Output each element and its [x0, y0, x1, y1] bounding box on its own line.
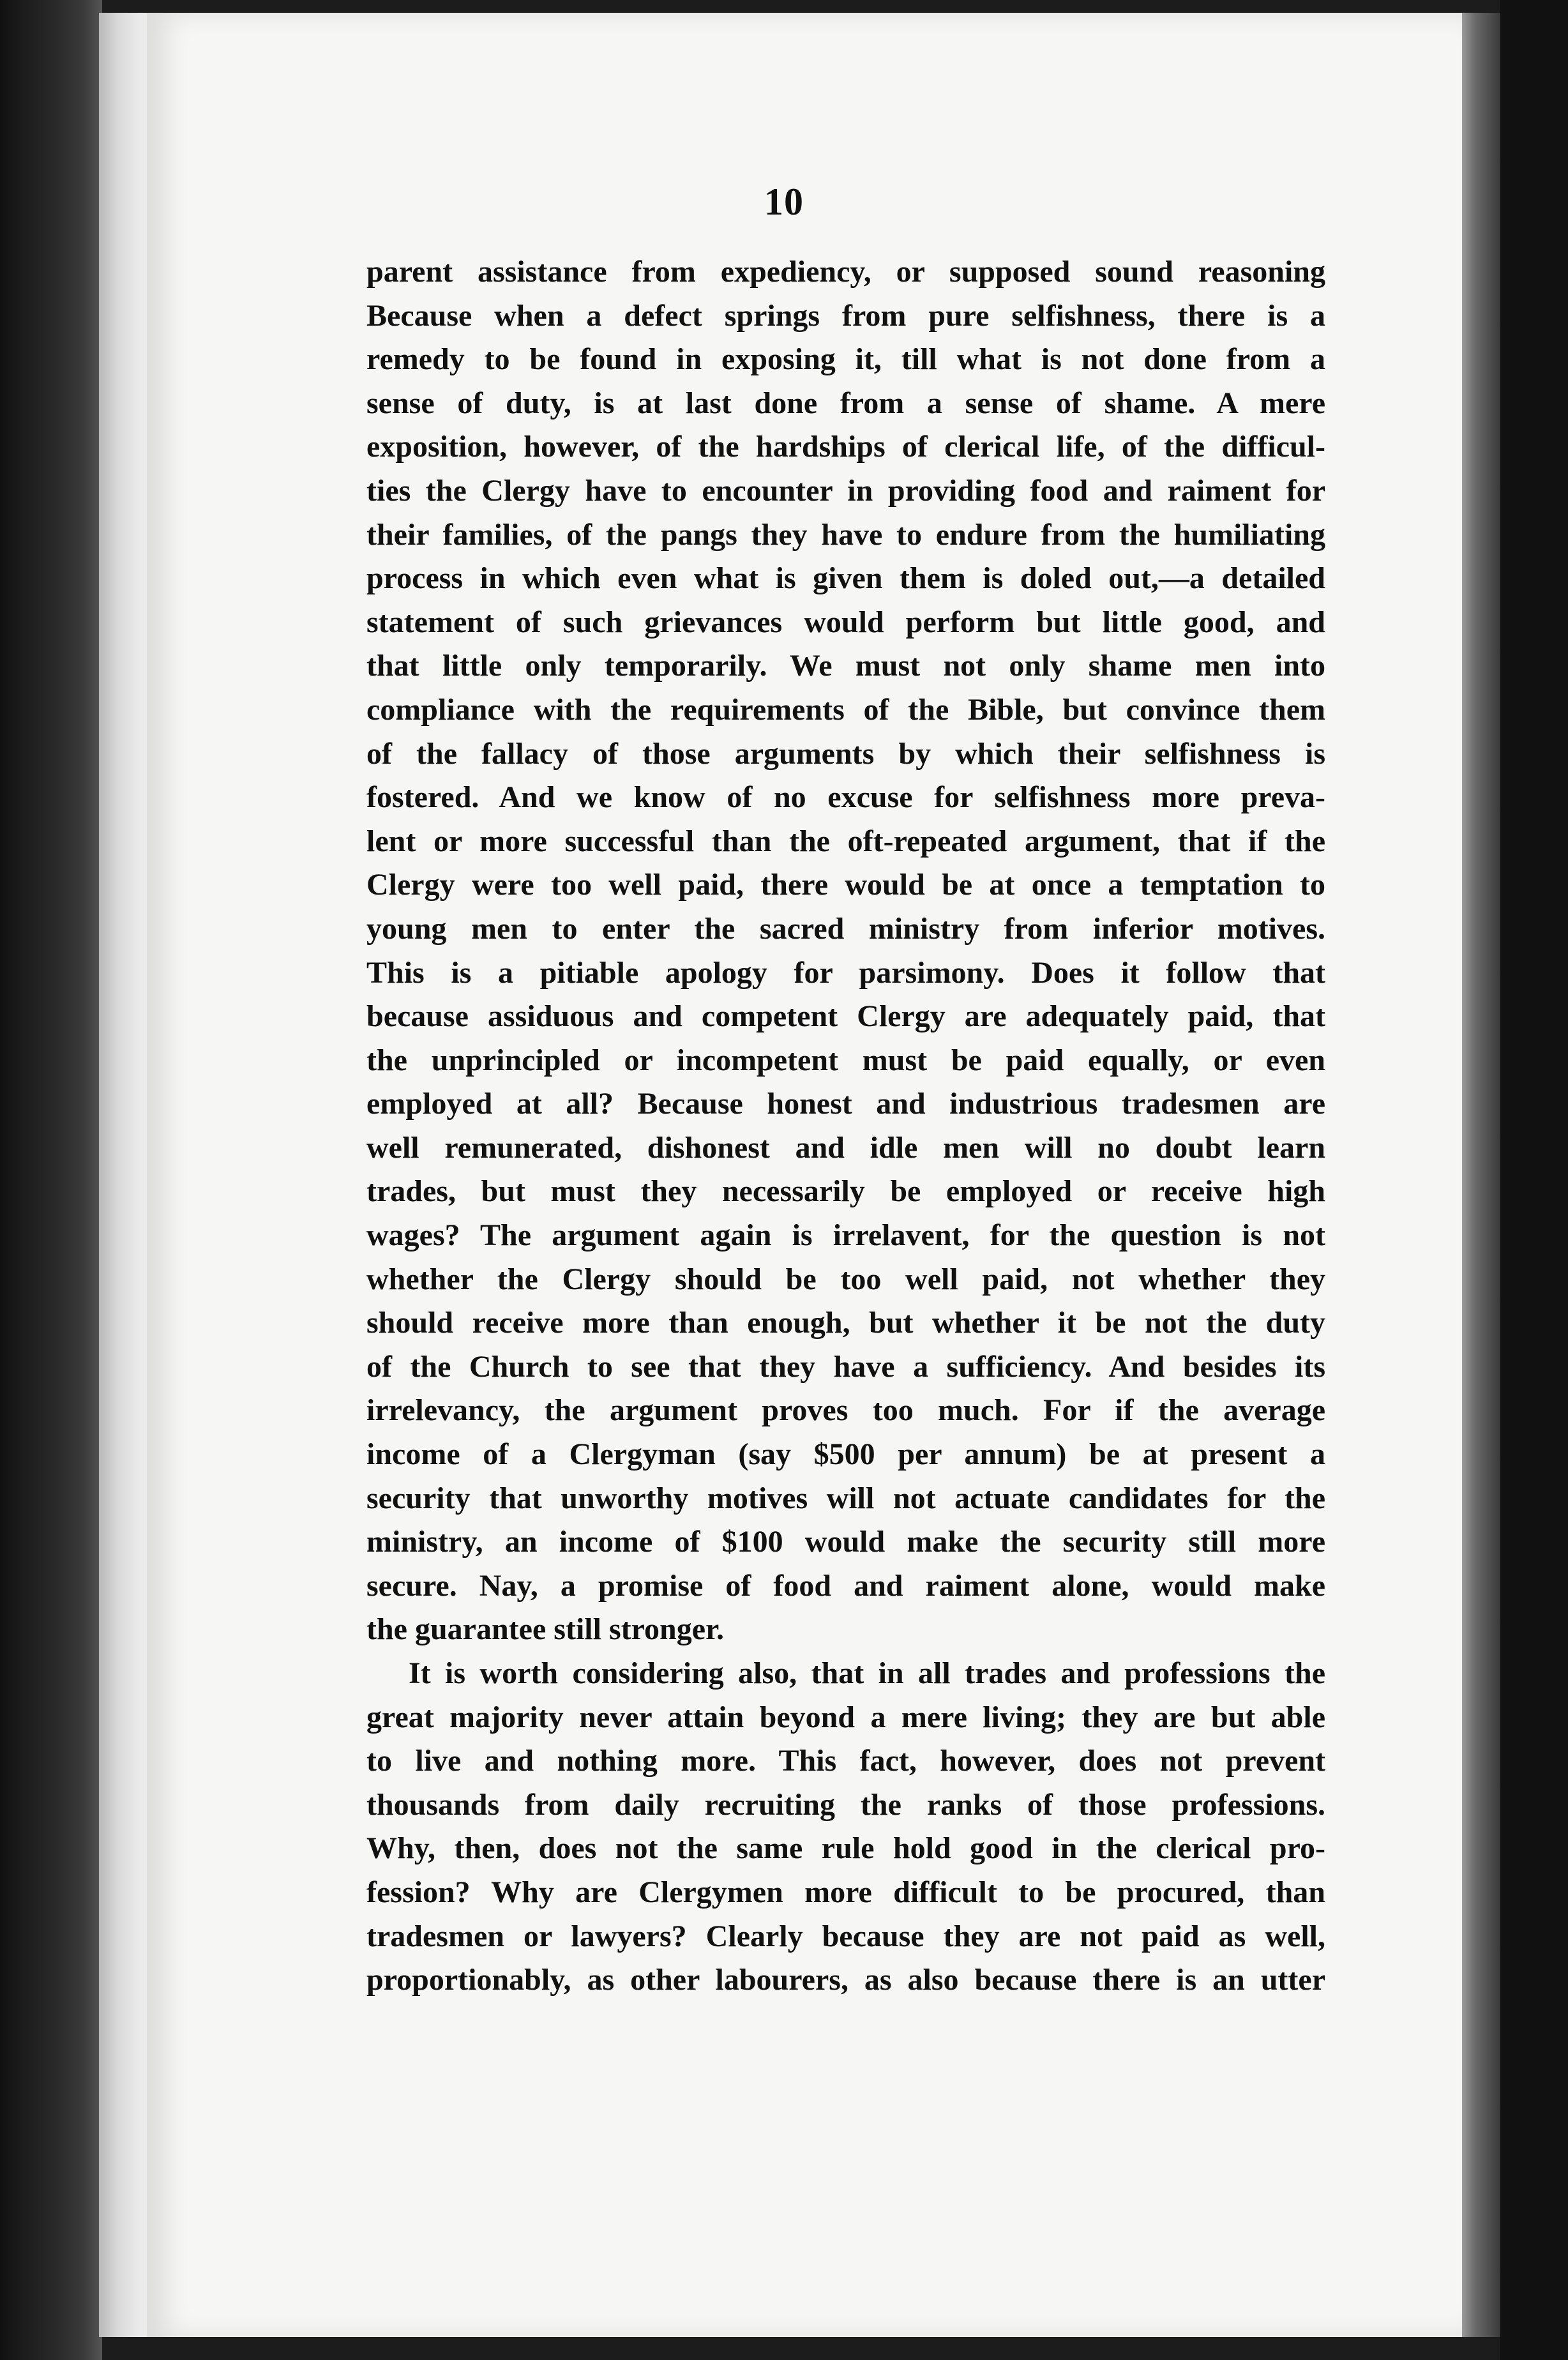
text-line: Because when a defect springs from pure selfishness, there is a — [366, 298, 1325, 333]
paragraph-start-line: It is worth considering also, that in all trades and professions the — [409, 1656, 1325, 1690]
text-line: ministry, an income of $100 would make the security still more — [366, 1525, 1325, 1559]
paragraph-end-line: the guarantee still stronger. — [366, 1612, 724, 1647]
text-line: employed at all? Because honest and industrious tradesmen are — [366, 1087, 1325, 1121]
text-line: because assiduous and competent Clergy are adequately paid, that — [366, 999, 1325, 1034]
text-line: of the Church to see that they have a sufficiency. And besides its — [366, 1349, 1325, 1384]
text-line: fession? Why are Clergymen more difficult to be procured, than — [366, 1875, 1325, 1909]
text-line: whether the Clergy should be too well paid, not whether they — [366, 1262, 1325, 1296]
page-right-edge — [1462, 13, 1500, 2337]
text-line: their families, of the pangs they have to endure from the humiliating — [366, 517, 1325, 552]
text-line: should receive more than enough, but whether it be not the duty — [366, 1306, 1325, 1340]
text-line: fostered. And we know of no excuse for selfishness more preva- — [366, 780, 1325, 815]
text-line: statement of such grievances would perform but little good, and — [366, 605, 1325, 639]
text-line: secure. Nay, a promise of food and raiment alone, would make — [366, 1568, 1325, 1603]
text-line: proportionably, as other labourers, as also because there is an utter — [366, 1963, 1325, 1997]
text-line: the unprincipled or incompetent must be paid equally, or even — [366, 1043, 1325, 1077]
text-line: ties the Clergy have to encounter in providing food and raiment for — [366, 473, 1325, 508]
text-line: well remunerated, dishonest and idle men will no doubt learn — [366, 1130, 1325, 1165]
text-line: income of a Clergyman (say $500 per annum) be at present a — [366, 1437, 1325, 1472]
text-line: parent assistance from expediency, or supposed sound reasoning — [366, 255, 1325, 289]
text-line: compliance with the requirements of the Bible, but convince them — [366, 692, 1325, 727]
text-line: process in which even what is given them is doled out,—a detailed — [366, 561, 1325, 596]
text-line: to live and nothing more. This fact, however, does not prevent — [366, 1744, 1325, 1778]
text-line: security that unworthy motives will not actuate candidates for the — [366, 1481, 1325, 1515]
text-line: Why, then, does not the same rule hold good in the clerical pro- — [366, 1831, 1325, 1866]
text-line: that little only temporarily. We must not only shame men into — [366, 649, 1325, 683]
text-line: thousands from daily recruiting the ranks of those professions. — [366, 1787, 1325, 1822]
text-line: This is a pitiable apology for parsimony. Does it follow that — [366, 955, 1325, 990]
body-text — [366, 250, 1325, 2002]
text-line: great majority never attain beyond a mere living; they are but able — [366, 1700, 1325, 1734]
text-line: lent or more successful than the oft-repeated argument, that if the — [366, 824, 1325, 858]
text-line: wages? The argument again is irrelavent, for the question is not — [366, 1218, 1325, 1253]
text-line: tradesmen or lawyers? Clearly because they are not paid as well, — [366, 1919, 1325, 1953]
text-line: remedy to be found in exposing it, till what is not done from a — [366, 342, 1325, 377]
scan-right-edge — [1500, 0, 1568, 2360]
scan-left-edge — [0, 0, 102, 2360]
text-line: exposition, however, of the hardships of clerical life, of the difficul- — [366, 430, 1325, 464]
text-line: of the fallacy of those arguments by which their selfishness is — [366, 736, 1325, 771]
text-line: Clergy were too well paid, there would be at once a temptation to — [366, 868, 1325, 902]
text-line: trades, but must they necessarily be employed or receive high — [366, 1174, 1325, 1209]
text-line: young men to enter the sacred ministry from inferior motives. — [366, 911, 1325, 946]
page-number: 10 — [764, 181, 804, 223]
text-line: irrelevancy, the argument proves too much. For if the average — [366, 1393, 1325, 1428]
text-line: sense of duty, is at last done from a sense of shame. A mere — [366, 386, 1325, 420]
